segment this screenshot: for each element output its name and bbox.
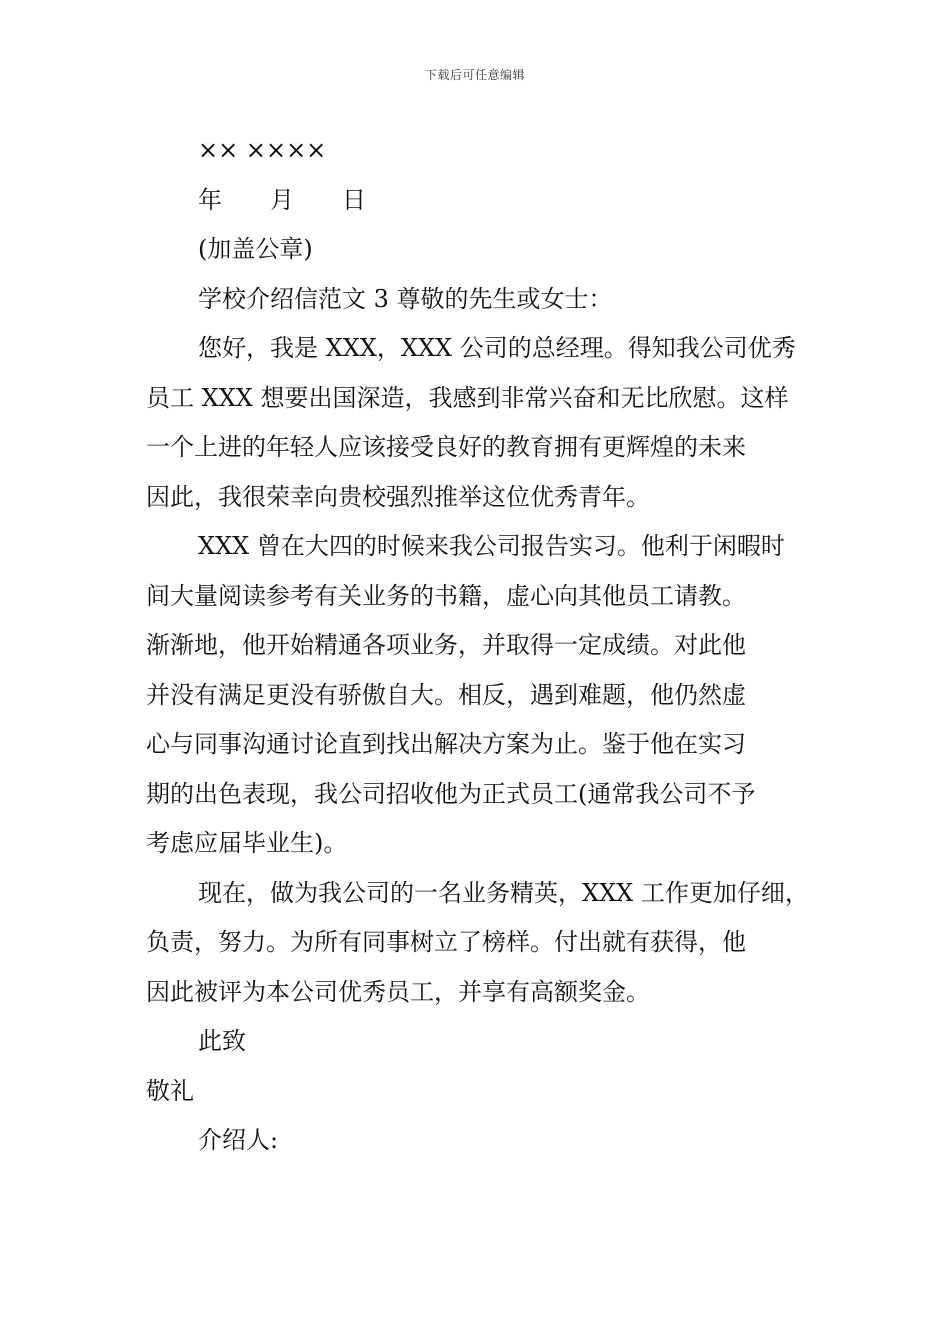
signature-placeholder: ×× ×××× — [198, 136, 327, 164]
paragraph-2-line-4: 并没有满足更没有骄傲自大。相反，遇到难题，他仍然虚 — [146, 680, 746, 709]
introducer-label: 介绍人: — [198, 1126, 279, 1154]
paragraph-2-line-2: 间大量阅读参考有关业务的书籍，虚心向其他员工请教。 — [146, 581, 746, 610]
seal-note: (加盖公章) — [198, 235, 313, 263]
paragraph-1-line-1: 您好，我是 XXX，XXX 公司的总经理。得知我公司优秀 — [198, 334, 796, 362]
date-line: 年 月 日 — [198, 185, 366, 214]
page-header-note: 下载后可任意编辑 — [424, 68, 525, 82]
paragraph-2-line-5: 心与同事沟通讨论直到找出解决方案为止。鉴于他在实习 — [146, 730, 746, 758]
letter-body — [146, 126, 836, 1166]
paragraph-3-line-3: 因此被评为本公司优秀员工，并享有高额奖金。 — [146, 977, 650, 1006]
paragraph-2-line-3: 渐渐地，他开始精通各项业务，并取得一定成绩。对此他 — [146, 631, 746, 659]
paragraph-1-line-2: 员工 XXX 想要出国深造，我感到非常兴奋和无比欣慰。这样 — [146, 383, 789, 412]
closing-salute: 敬礼 — [146, 1076, 194, 1105]
letter-title-salutation: 学校介绍信范文 3 尊敬的先生或女士： — [198, 284, 613, 313]
paragraph-2-line-1: XXX 曾在大四的时候来我公司报告实习。他利于闲暇时 — [198, 532, 785, 560]
closing-phrase: 此致 — [198, 1027, 246, 1055]
paragraph-2-line-6: 期的出色表现，我公司招收他为正式员工(通常我公司不予 — [146, 779, 756, 808]
paragraph-1-line-4: 因此，我很荣幸向贵校强烈推举这位优秀青年。 — [146, 482, 650, 511]
paragraph-3-line-1: 现在，做为我公司的一名业务精英，XXX 工作更加仔细， — [198, 878, 809, 907]
paragraph-3-line-2: 负责，努力。为所有同事树立了榜样。付出就有获得，他 — [146, 928, 746, 956]
paragraph-1-line-3: 一个上进的年轻人应该接受良好的教育拥有更辉煌的未来 — [146, 433, 746, 461]
paragraph-2-line-7: 考虑应届毕业生)。 — [146, 829, 348, 857]
